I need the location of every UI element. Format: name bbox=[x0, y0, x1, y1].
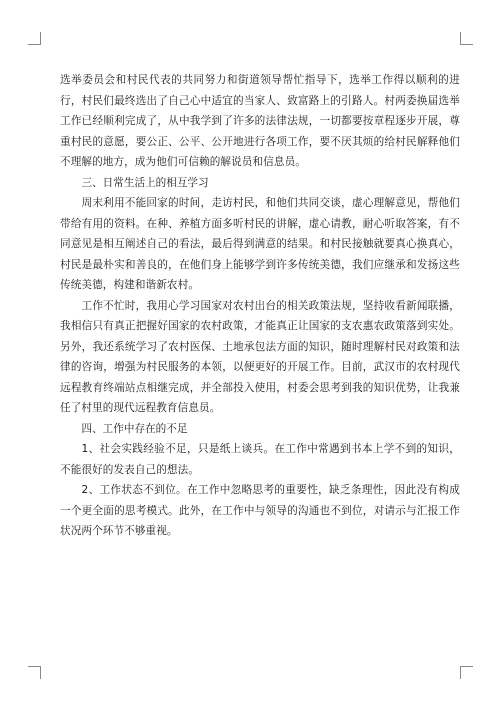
paragraph-election-summary: 选举委员会和村民代表的共同努力和街道领导帮忙指导下，选举工作得以顺利的进行，村民们最终选出了自己心中适宜的当家人、致富路上的引路人。村两委换届选举工作已经顺利完成了，从中我学到了许多的法律法规，一切都要按章程逐步开展，尊重村民的意愿，要公正、公平、公开地进行各项工作，要不厌其烦的给村民解释他们不理解的地方，成为他们可信赖的解说员和信息员。 bbox=[60, 74, 460, 168]
paragraph-shortcoming-2: 2、工作状态不到位。在工作中忽略思考的重要性，缺乏条理性，因此没有构成一个更全面的思考模式。此外，在工作中与领导的沟通也不到位，对请示与汇报工作状况两个环节不够重视。 bbox=[60, 484, 460, 537]
section-heading-shortcomings: 四、工作中存在的不足 bbox=[81, 422, 188, 435]
document-body bbox=[60, 70, 460, 542]
crop-mark-top-right bbox=[460, 32, 473, 45]
paragraph-visiting-villagers: 周末利用不能回家的时间，走访村民，和他们共同交谈，虚心理解意见，帮他们带给有用的资料。在种、养植方面多听村民的讲解，虚心请教，耐心听取答案，有不同意见是相互阐述自己的看法，最后得到满意的结果。和村民接触就要真心换真心，村民是最朴实和善良的，在他们身上能够学到许多传统美德，我们应继承和发扬这些传统美德，构建和谐新农村。 bbox=[60, 197, 460, 291]
paragraph-shortcoming-1: 1、社会实践经验不足，只是纸上谈兵。在工作中常遇到书本上学不到的知识，不能很好的发表自己的想法。 bbox=[60, 443, 460, 476]
crop-mark-top-left bbox=[28, 32, 41, 45]
paragraph-policy-study: 工作不忙时，我用心学习国家对农村出台的相关政策法规，坚持收看新闻联播，我相信只有真正把握好国家的农村政策，才能真正让国家的支农惠农政策落到实处。另外，我还系统学习了农村医保、土地承包法方面的知识，随时理解村民对政策和法律的咨询，增强为村民服务的本领，以便更好的开展工作。目前，武汉市的农村现代远程教育终端站点相继完成，并全部投入使用，村委会思考到我的知识优势，让我兼任了村里的现代远程教育信息员。 bbox=[60, 299, 460, 414]
crop-mark-bottom-left bbox=[28, 666, 41, 679]
crop-mark-bottom-right bbox=[460, 666, 473, 679]
section-heading-daily-learning: 三、日常生活上的相互学习 bbox=[81, 176, 209, 189]
